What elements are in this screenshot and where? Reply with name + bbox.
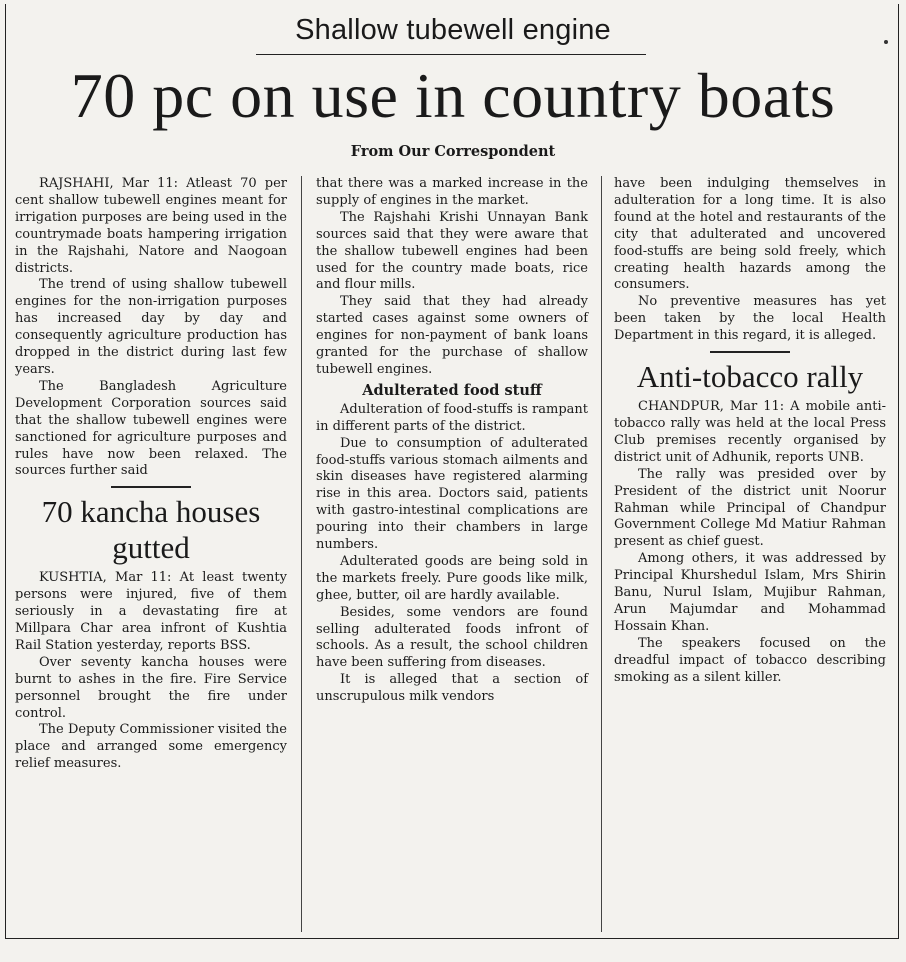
food-paragraph: No preventive measures has yet been taken by the local Health Department in this regard, it is alleged. <box>614 294 886 344</box>
tobacco-paragraph: The speakers focused on the dreadful impact of tobacco describing smoking as a silent killer. <box>614 635 886 685</box>
kancha-heading: 70 kancha houses gutted <box>41 494 261 566</box>
section-rule <box>710 351 790 353</box>
food-paragraph: Adulterated goods are being sold in the markets freely. Pure goods like milk, ghee, butter, oil are hardly available. <box>316 553 588 603</box>
article-paragraph: that there was a marked increase in the supply of engines in the market. <box>316 176 588 208</box>
byline: From Our Correspondent <box>350 143 556 160</box>
tobacco-paragraph: CHANDPUR, Mar 11: A mobile anti-tobacco rally was held at the local Press Club premises recently organised by district unit of Adhunik, reports UNB. <box>614 399 886 465</box>
food-paragraph: Due to consumption of adulterated food-stuffs various stomach ailments and skin diseases have registered alarming rise in this area. Doctors said, patients with gastro-intestinal complications are pouring into their chambers in large numbers. <box>316 435 588 553</box>
section-rule <box>111 486 191 488</box>
food-heading: Adulterated food stuff <box>362 381 542 399</box>
tobacco-paragraph: The rally was presided over by President of the district unit Noorur Rahman while Principal of Chandpur Government College Md Matiur Rahman present as chief guest. <box>614 466 886 550</box>
column-separator <box>301 176 302 932</box>
article-paragraph: RAJSHAHI, Mar 11: Atleast 70 per cent shallow tubewell engines meant for irrigation purposes are being used in the countrymade boats hampering irrigation in the Rajshahi, Natore and Naogoan districts. <box>15 176 287 276</box>
kicker-title: Shallow tubewell engine <box>295 14 611 46</box>
kancha-paragraph: KUSHTIA, Mar 11: At least twenty persons were injured, five of them seriously in a devastating fire at Millpara Char area infront of Kushtia Rail Station yesterday, reports BSS. <box>15 570 287 653</box>
article-paragraph: The Bangladesh Agriculture Development Corporation sources said that the shallow tubewell engines were sanctioned for agriculture purposes and rules have now been relaxed. The sources further said <box>15 378 287 479</box>
food-paragraph: have been indulging themselves in adulteration for a long time. It is also found at the hotel and restaurants of the city that adulterated and uncovered food-stuffs are being sold freely, which creating health hazards among the consumers. <box>614 176 886 293</box>
main-headline: 70 pc on use in country boats <box>70 60 836 131</box>
column-2 <box>316 176 588 706</box>
article-paragraph: They said that they had already started cases against some owners of engines for non-payment of bank loans granted for the purchase of shallow tubewell engines. <box>316 294 588 377</box>
article-paragraph: The Rajshahi Krishi Unnayan Bank sources said that they were aware that the shallow tubewell engines had been used for the country made boats, rice and flour mills. <box>316 209 588 293</box>
kancha-paragraph: The Deputy Commissioner visited the place and arranged some emergency relief measures. <box>15 722 287 772</box>
tobacco-paragraph: Among others, it was addressed by Principal Khurshedul Islam, Mrs Shirin Banu, Nurul Islam, Mujibur Rahman, Arun Majumdar and Mohammad Hossain Khan. <box>614 551 886 634</box>
food-paragraph: Besides, some vendors are found selling adulterated foods infront of schools. As a result, the school children have been suffering from diseases. <box>316 604 588 671</box>
food-paragraph: It is alleged that a section of unscrupulous milk vendors <box>316 672 588 705</box>
column-separator <box>601 176 602 932</box>
column-3 <box>614 176 886 686</box>
kancha-paragraph: Over seventy kancha houses were burnt to ashes in the fire. Fire Service personnel brought the fire under control. <box>15 654 287 721</box>
food-paragraph: Adulteration of food-stuffs is rampant in different parts of the district. <box>316 401 589 434</box>
article-paragraph: The trend of using shallow tubewell engines for the non-irrigation purposes has increased day by day and consequently agriculture production has dropped in the district during last few years. <box>15 277 287 377</box>
kicker-underline <box>256 54 646 55</box>
tobacco-heading: Anti-tobacco rally <box>636 359 864 395</box>
column-1 <box>15 176 287 773</box>
